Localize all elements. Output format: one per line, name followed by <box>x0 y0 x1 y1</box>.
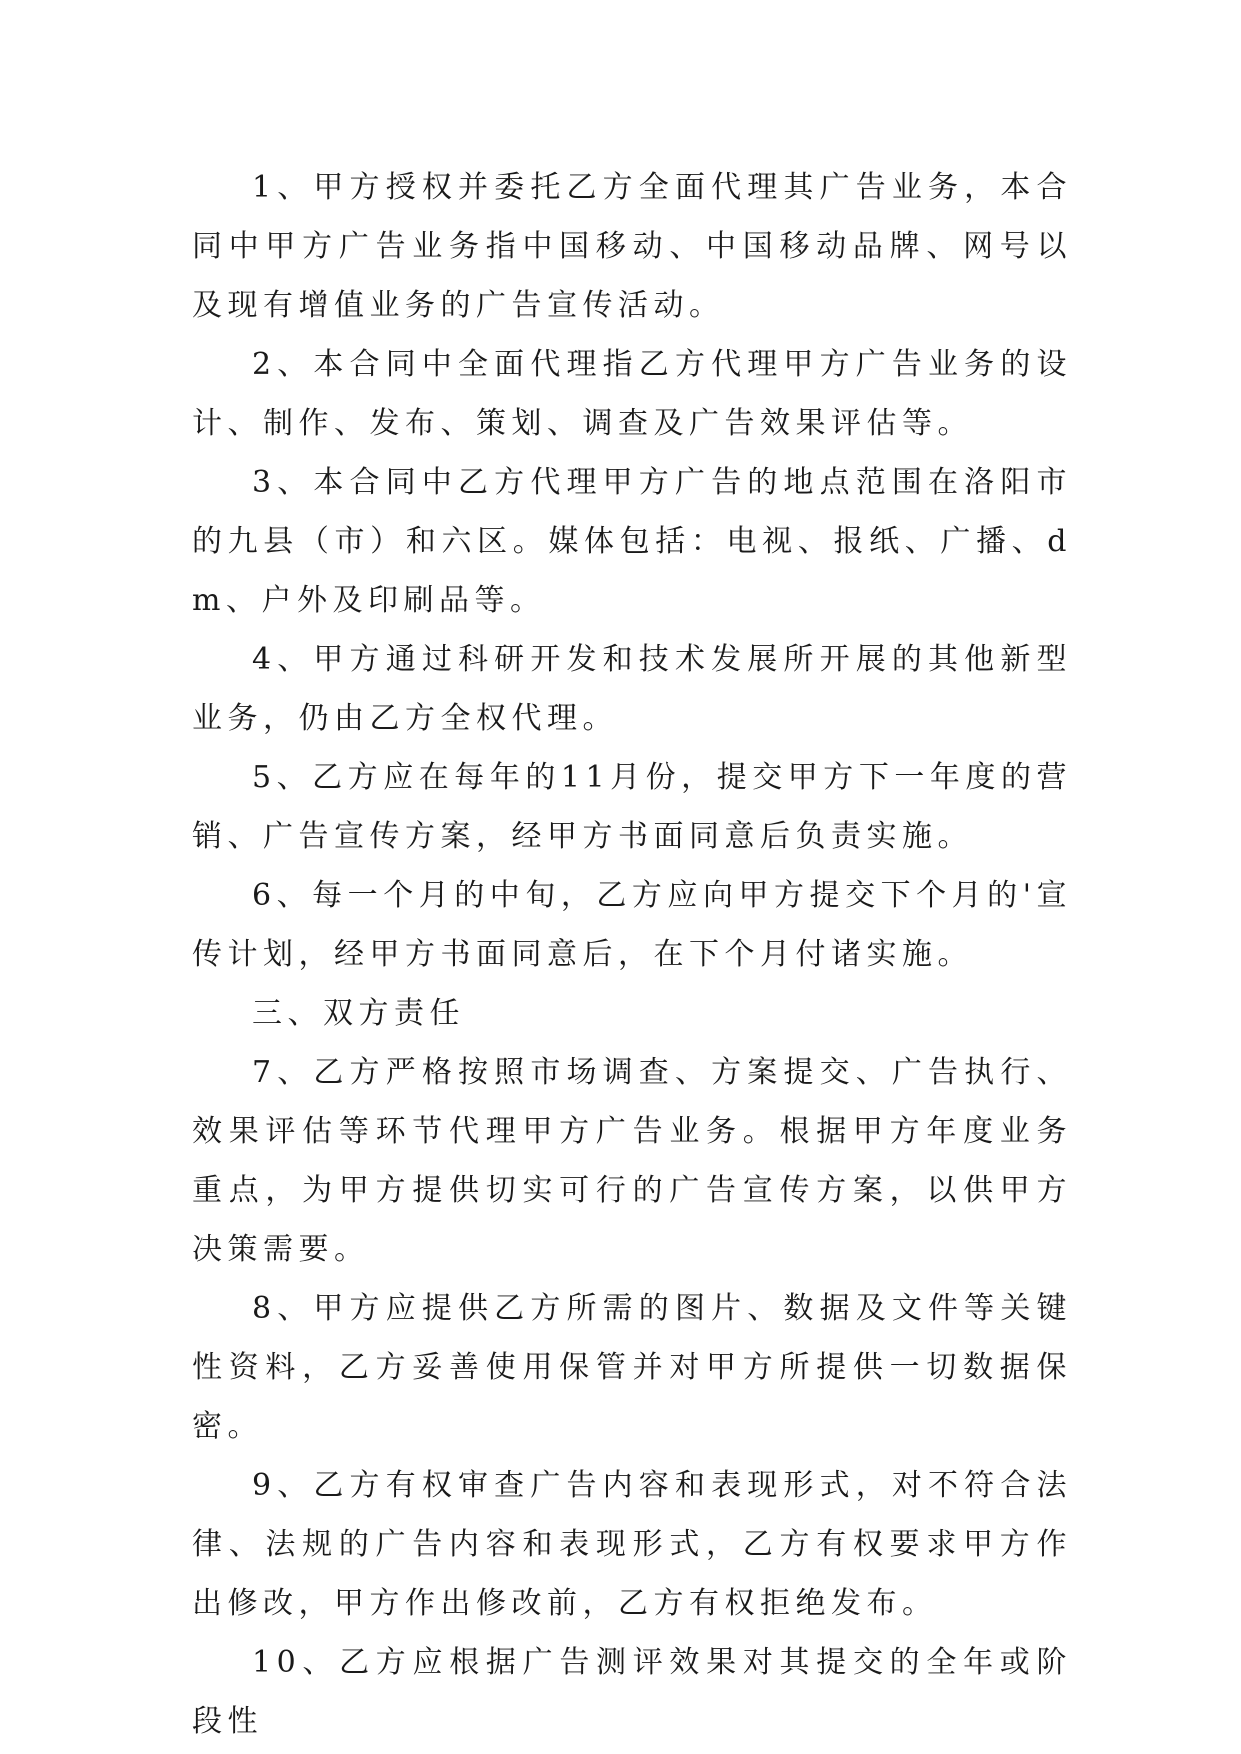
section-heading-responsibilities: 三、双方责任 <box>252 996 465 1031</box>
paragraph-clause-3: 3、本合同中乙方代理甲方广告的地点范围在洛阳市的九县（市）和六区。媒体包括：电视、报纸、广播、dm、户外及印刷品等。 <box>192 465 1072 618</box>
paragraph-clause-10: 10、乙方应根据广告测评效果对其提交的全年或阶段性 <box>192 1645 1072 1739</box>
paragraph-clause-2: 2、本合同中全面代理指乙方代理甲方广告业务的设计、制作、发布、策划、调查及广告效果评估等。 <box>192 347 1072 441</box>
paragraph-clause-5: 5、乙方应在每年的11月份，提交甲方下一年度的营销、广告宣传方案，经甲方书面同意后负责实施。 <box>192 760 1072 854</box>
paragraph-clause-4: 4、甲方通过科研开发和技术发展所开展的其他新型业务，仍由乙方全权代理。 <box>192 642 1072 736</box>
paragraph-clause-8: 8、甲方应提供乙方所需的图片、数据及文件等关键性资料，乙方妥善使用保管并对甲方所提供一切数据保密。 <box>192 1291 1072 1444</box>
paragraph-clause-9: 9、乙方有权审查广告内容和表现形式，对不符合法律、法规的广告内容和表现形式，乙方有权要求甲方作出修改，甲方作出修改前，乙方有权拒绝发布。 <box>192 1468 1072 1621</box>
paragraph-clause-6: 6、每一个月的中旬，乙方应向甲方提交下个月的'宣传计划，经甲方书面同意后，在下个月付诸实施。 <box>192 878 1072 972</box>
paragraph-clause-7: 7、乙方严格按照市场调查、方案提交、广告执行、效果评估等环节代理甲方广告业务。根据甲方年度业务重点，为甲方提供切实可行的广告宣传方案，以供甲方决策需要。 <box>192 1055 1072 1267</box>
document-body <box>192 158 1072 1751</box>
paragraph-clause-1: 1、甲方授权并委托乙方全面代理其广告业务，本合同中甲方广告业务指中国移动、中国移动品牌、网号以及现有增值业务的广告宣传活动。 <box>192 170 1072 323</box>
